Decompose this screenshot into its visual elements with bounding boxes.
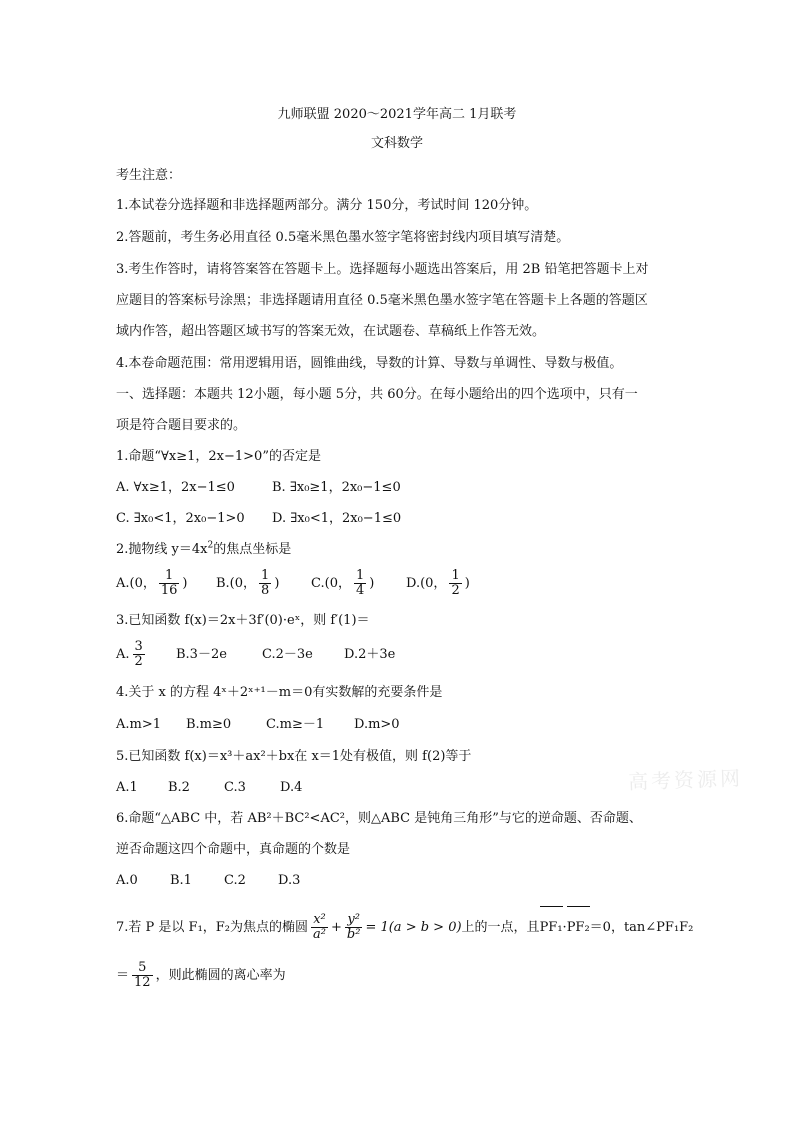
q5-options — [116, 778, 302, 798]
q1-options — [116, 509, 401, 529]
notice-item: 3.考生作答时，请将答案答在答题卡上。选择题每小题选出答案后，用 2B 铅笔把答题卡上对 — [116, 262, 649, 277]
q6-stem: 6.命题“△ABC 中，若 AB²＋BC²<AC²，则△ABC 是钝角三角形”与它的逆命题、否命题、 — [116, 811, 642, 826]
q2-option-close: ) — [274, 576, 280, 591]
fraction-numerator: y² — [345, 913, 363, 928]
q7-dot: · — [562, 920, 567, 935]
q2-option-a-fraction — [159, 569, 180, 598]
q3-options — [116, 637, 395, 673]
exam-title: 九师联盟 2020～2021学年高二 1月联考 — [277, 107, 517, 122]
q6-option-b: B.1 — [170, 873, 192, 888]
q2-option-c-fraction — [354, 569, 366, 598]
q7-stem-text: 上的一点，且 — [461, 920, 540, 935]
notice-item: 域内作答，超出答题区域书写的答案无效，在试题卷、草稿纸上作答无效。 — [116, 324, 546, 339]
q6-option-c: C.2 — [224, 873, 246, 888]
q2-option-close: ) — [182, 576, 188, 591]
q3-option-b: B.3－2e — [176, 647, 227, 662]
fraction-denominator: a² — [313, 927, 326, 942]
section-heading: 一、选择题：本题共 12小题，每小题 5分，共 60分。在每小题给出的四个选项中，只有一 — [116, 387, 638, 402]
exam-subject: 文科数学 — [370, 136, 423, 151]
q6-option-a: A.0 — [116, 873, 138, 888]
q1-option-b: B. ∃x₀≥1，2x₀−1≤0 — [272, 480, 401, 495]
q6-options — [116, 871, 300, 891]
q2-option-b — [216, 566, 311, 602]
q7-stem-cont — [116, 956, 286, 996]
fraction-denominator: 2 — [134, 654, 143, 669]
fraction-numerator: 3 — [134, 639, 143, 654]
q7-stem-text: ＝0，tan∠PF₁F₂ — [589, 920, 694, 935]
q1-option-d: D. ∃x₀<1，2x₀−1≤0 — [272, 511, 402, 526]
section-heading-cont: 项是符合题目要求的。 — [116, 418, 247, 433]
q4-option-d: D.m>0 — [354, 717, 400, 732]
q7-stem-text: 7.若 P 是以 F₁，F₂为焦点的椭圆 — [116, 920, 309, 935]
q7-stem-text: ，则此椭圆的离心率为 — [155, 968, 286, 983]
q2-option-c — [311, 566, 406, 602]
q3-option-a-fraction — [133, 640, 145, 669]
q7-stem — [116, 908, 693, 948]
watermark: 高考资源网 — [627, 765, 744, 794]
q6-option-d: D.3 — [278, 873, 301, 888]
q2-options — [116, 566, 470, 602]
q3-option-a-label: A. — [116, 647, 130, 662]
q3-option-d: D.2＋3e — [344, 647, 396, 662]
fraction-denominator: 12 — [134, 975, 151, 990]
q7-x-fraction — [311, 913, 328, 942]
q7-vector-pf1: PF₁ — [540, 908, 563, 948]
q7-plus: + — [330, 920, 342, 935]
q2-option-d — [406, 566, 470, 602]
q2-stem-exp: 2 — [207, 540, 214, 551]
q1-options — [116, 478, 401, 498]
fraction-denominator: 2 — [451, 583, 460, 598]
notice-heading: 考生注意： — [116, 168, 182, 183]
fraction-denominator: 16 — [160, 583, 178, 598]
q5-option-c: C.3 — [224, 780, 246, 795]
fraction-numerator: 1 — [355, 568, 365, 583]
fraction-denominator: 4 — [355, 583, 365, 598]
q2-option-d-label: D.(0， — [406, 576, 447, 591]
q2-stem-text: 的焦点坐标是 — [213, 542, 292, 557]
q4-stem: 4.关于 x 的方程 4ˣ＋2ˣ⁺¹－m＝0有实数解的充要条件是 — [116, 685, 443, 700]
q4-option-a: A.m>1 — [116, 717, 162, 732]
notice-item: 1.本试卷分选择题和非选择题两部分。满分 150分，考试时间 120分钟。 — [116, 198, 538, 213]
q7-ratio-fraction — [132, 961, 153, 990]
q1-stem: 1.命题“∀x≥1，2x−1>0”的否定是 — [116, 449, 321, 464]
q5-option-b: B.2 — [168, 780, 190, 795]
q2-option-d-fraction — [449, 569, 461, 598]
q5-option-d: D.4 — [280, 780, 303, 795]
q2-option-a-label: A.(0， — [116, 576, 156, 591]
q2-stem-text: 2.抛物线 y＝4x — [116, 542, 208, 557]
q2-option-a — [116, 566, 216, 602]
q7-equation: = 1(a > b > 0) — [365, 920, 462, 935]
notice-item: 2.答题前，考生务必用直径 0.5毫米黑色墨水签字笔将密封线内项目填写清楚。 — [116, 230, 570, 245]
fraction-numerator: x² — [311, 913, 328, 928]
q2-stem — [116, 540, 291, 560]
notice-item: 4.本卷命题范围：常用逻辑用语，圆锥曲线，导数的计算、导数与单调性、导数与极值。 — [116, 356, 623, 371]
q4-option-c: C.m≥－1 — [266, 717, 325, 732]
fraction-numerator: 5 — [132, 961, 153, 976]
q7-eq2: ＝ — [116, 968, 130, 983]
q7-y-fraction — [345, 913, 363, 942]
q2-option-close: ) — [464, 576, 470, 591]
fraction-numerator: 1 — [451, 568, 460, 583]
q3-stem: 3.已知函数 f(x)＝2x＋3f′(0)·eˣ，则 f′(1)＝ — [116, 613, 370, 628]
q2-option-c-label: C.(0， — [311, 576, 351, 591]
q2-option-close: ) — [369, 576, 375, 591]
q6-stem-cont: 逆否命题这四个命题中，真命题的个数是 — [116, 842, 351, 857]
q2-option-b-fraction — [259, 569, 271, 598]
q1-option-c: C. ∃x₀<1，2x₀−1>0 — [116, 511, 245, 526]
q5-option-a: A.1 — [116, 780, 138, 795]
q1-option-a: A. ∀x≥1，2x−1≤0 — [116, 480, 235, 495]
q2-option-b-label: B.(0， — [216, 576, 257, 591]
q7-vector-pf2: PF₂ — [567, 908, 590, 948]
q4-option-b: B.m≥0 — [186, 717, 232, 732]
fraction-denominator: 8 — [261, 583, 270, 598]
fraction-denominator: b² — [346, 927, 361, 942]
q3-option-c: C.2－3e — [262, 647, 313, 662]
fraction-numerator: 1 — [261, 568, 270, 583]
notice-item: 应题目的答案标号涂黑；非选择题请用直径 0.5毫米黑色墨水签字笔在答题卡上各题的答题区 — [116, 293, 648, 308]
q4-options — [116, 715, 400, 735]
q5-stem: 5.已知函数 f(x)＝x³＋ax²＋bx在 x＝1处有极值，则 f(2)等于 — [116, 749, 472, 764]
q3-option-a — [116, 637, 176, 673]
fraction-numerator: 1 — [159, 569, 180, 584]
